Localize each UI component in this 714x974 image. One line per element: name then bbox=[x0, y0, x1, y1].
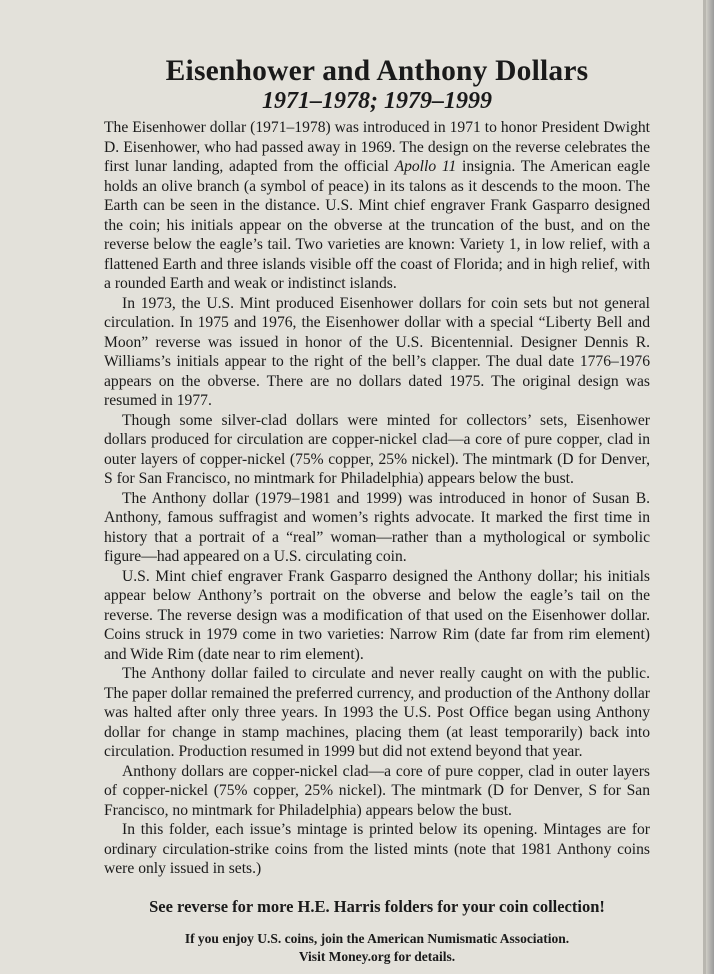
paragraph-2: In 1973, the U.S. Mint produced Eisenhower dollars for coin sets but not general circulation. In 1975 and 1976, the Eisenhower dollar with a special “Liberty Bell and Moon” reverse was issued in honor of the U.S. Bicentennial. Designer Dennis R. Williams’s initials appear to the right of the bell’s clapper. The dual date 1776–1976 appears on the obverse. There are no dollars dated 1975. The original design was resumed in 1977. bbox=[104, 294, 650, 409]
paragraph-1 bbox=[104, 118, 650, 294]
page-edge-shadow bbox=[706, 0, 714, 974]
paragraph-6: The Anthony dollar failed to circulate and never really caught on with the public. The paper dollar remained the preferred currency, and production of the Anthony dollar was halted after only three years. In 1993 the U.S. Post Office began using Anthony dollar for change in stamp machines, placing them (at least temporarily) back into circulation. Production resumed in 1999 but did not extend beyond that year. bbox=[104, 665, 650, 760]
paragraph-5: U.S. Mint chief engraver Frank Gasparro designed the Anthony dollar; his initials appear below Anthony’s portrait on the obverse and below the eagle’s tail on the reverse. The reverse design was a modification of that used on the Eisenhower dollar. Coins struck in 1979 come in two varieties: Narrow Rim (date far from rim element) and Wide Rim (date near to rim element). bbox=[104, 567, 650, 663]
footer-line-2: Visit Money.org for details. bbox=[298, 948, 456, 964]
paragraph-1-text-a: The Eisenhower dollar (1971–1978) was introduced in 1971 to honor President Dwight D. Eisenhower, who had passed away in 1969. The design on the reverse celebrates the first lunar landing, adapted from the official bbox=[104, 119, 650, 175]
document-subtitle: 1971–1978; 1979–1999 bbox=[262, 88, 492, 114]
document-content bbox=[104, 54, 650, 966]
paragraph-8: In this folder, each issue’s mintage is printed below its opening. Mintages are for ordinary circulation-strike coins from the listed mints (note that 1981 Anthony coins were only issued in sets.) bbox=[104, 821, 650, 877]
paragraph-4: The Anthony dollar (1979–1981 and 1999) was introduced in honor of Susan B. Anthony, famous suffragist and women’s rights advocate. It marked the first time in history that a portrait of a “real” woman—rather than a mythological or symbolic figure—had appeared on a U.S. circulating coin. bbox=[104, 489, 650, 565]
paragraph-7: Anthony dollars are copper-nickel clad—a core of pure copper, clad in outer layers of copper-nickel (75% copper, 25% nickel). The mintmark (D for Denver, S for San Francisco, no mintmark for Philadelphia) appears below the bust. bbox=[104, 762, 650, 819]
apollo-11-italic: Apollo 11 bbox=[394, 158, 457, 175]
document-title: Eisenhower and Anthony Dollars bbox=[165, 55, 589, 87]
body-text bbox=[104, 118, 650, 879]
paragraph-1-text-b: insignia. The American eagle holds an olive branch (a symbol of peace) in its talons as it descends to the moon. The Earth can be seen in the distance. U.S. Mint chief engraver Frank Gasparro designed the coin; his initials appear on the obverse at the truncation of the bust, and on the reverse below the eagle’s tail. Two varieties are known: Variety 1, in low relief, with a flattened Earth and three islands visible off the coast of Florida; and in high relief, with a rounded Earth and weak or indistinct islands. bbox=[104, 158, 650, 292]
paragraph-3: Though some silver-clad dollars were minted for collectors’ sets, Eisenhower dollars produced for circulation are copper-nickel clad—a core of pure copper, clad in outer layers of copper-nickel (75% copper, 25% nickel). The mintmark (D for Denver, S for San Francisco, no mintmark for Philadelphia) appears below the bust. bbox=[104, 411, 650, 487]
footer bbox=[104, 930, 650, 966]
promo-line: See reverse for more H.E. Harris folders for your coin collection! bbox=[149, 896, 605, 916]
footer-line-1: If you enjoy U.S. coins, join the American Numismatic Association. bbox=[184, 930, 570, 946]
